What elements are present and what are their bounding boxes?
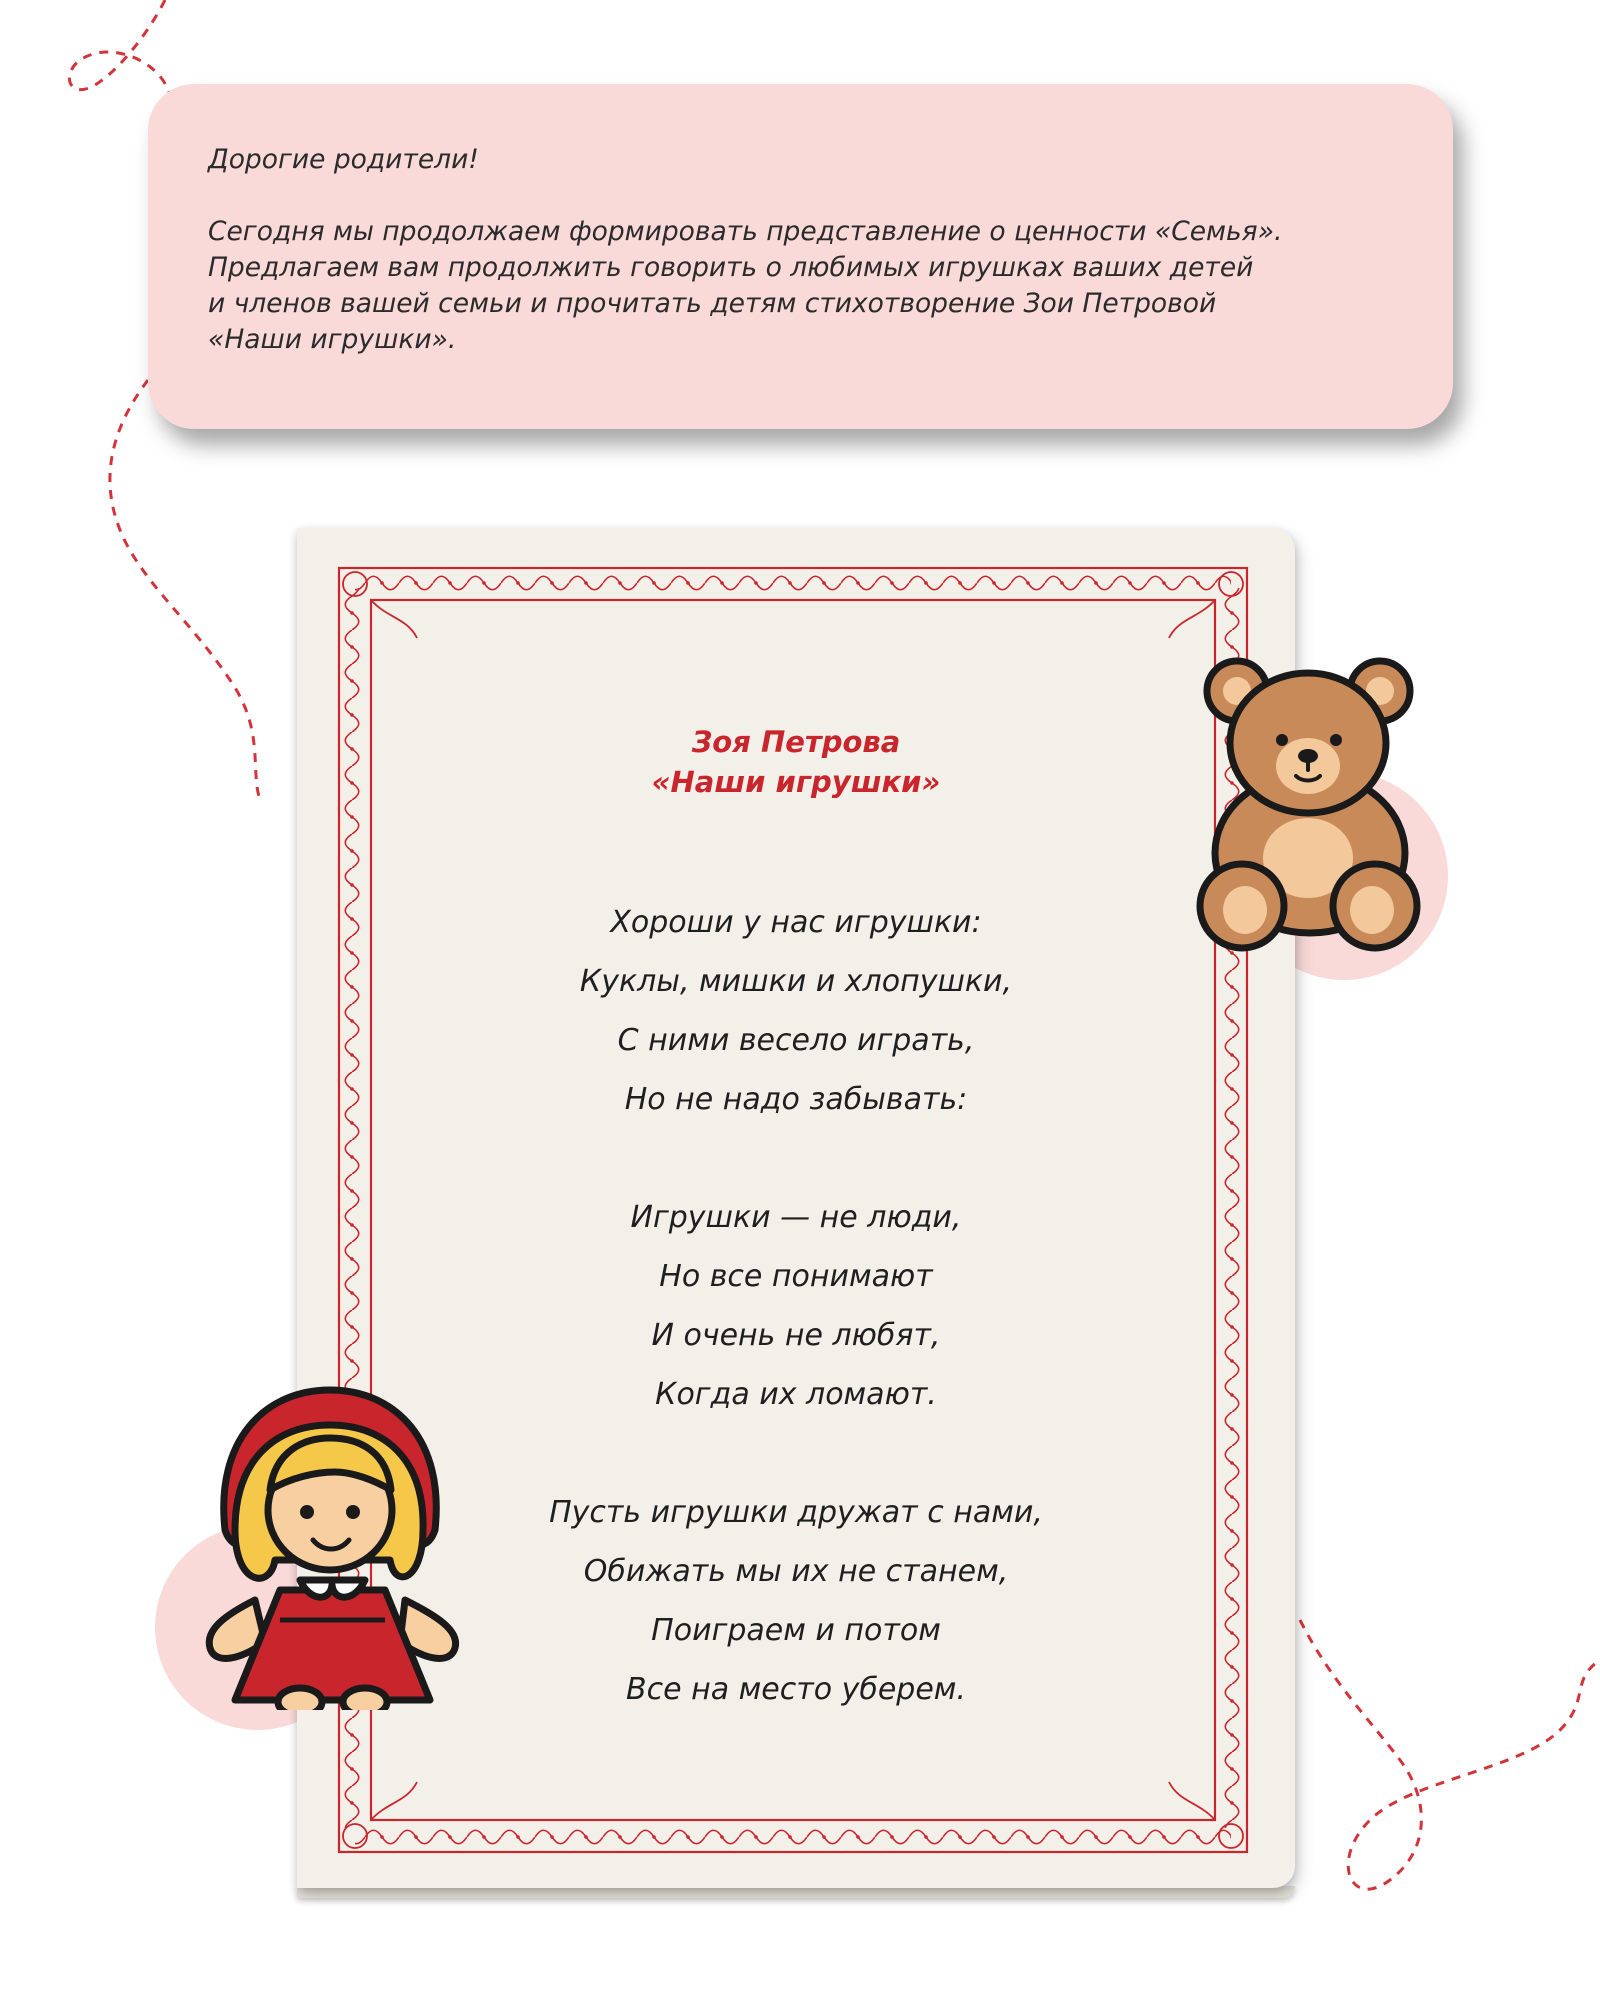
poem-line: Игрушки — не люди,	[630, 1200, 962, 1235]
poem-stanza	[297, 893, 1295, 1129]
intro-line: и членов вашей семьи и прочитать детям стихотворение Зои Петровой	[208, 288, 1217, 319]
poem-line: С ними весело играть,	[617, 1023, 975, 1058]
intro-message-card	[148, 84, 1453, 429]
poem-line: Хороши у нас игрушки:	[610, 905, 982, 940]
poem-author: Зоя Петрова	[691, 725, 901, 759]
poem-line: Поиграем и потом	[651, 1613, 941, 1648]
teddy-bear-icon	[1190, 648, 1430, 958]
poem-line: Обижать мы их не станем,	[583, 1554, 1009, 1589]
poem-line: И очень не любят,	[651, 1318, 941, 1353]
poem-title: «Наши игрушки»	[651, 765, 941, 799]
doll-icon	[195, 1380, 470, 1710]
intro-greeting: Дорогие родители!	[208, 144, 479, 175]
intro-line: Предлагаем вам продолжить говорить о любимых игрушках ваших детей	[208, 252, 1254, 283]
intro-line: «Наши игрушки».	[208, 324, 457, 355]
poem-line: Но не надо забывать:	[624, 1082, 968, 1117]
poem-line: Когда их ломают.	[655, 1377, 937, 1412]
poem-line: Куклы, мишки и хлопушки,	[579, 964, 1013, 999]
poem-line: Пусть игрушки дружат с нами,	[549, 1495, 1043, 1530]
poem-line: Все на место уберем.	[626, 1672, 966, 1707]
poem-line: Но все понимают	[659, 1259, 933, 1294]
poem-heading	[297, 722, 1295, 802]
intro-line: Сегодня мы продолжаем формировать представление о ценности «Семья».	[208, 216, 1283, 247]
